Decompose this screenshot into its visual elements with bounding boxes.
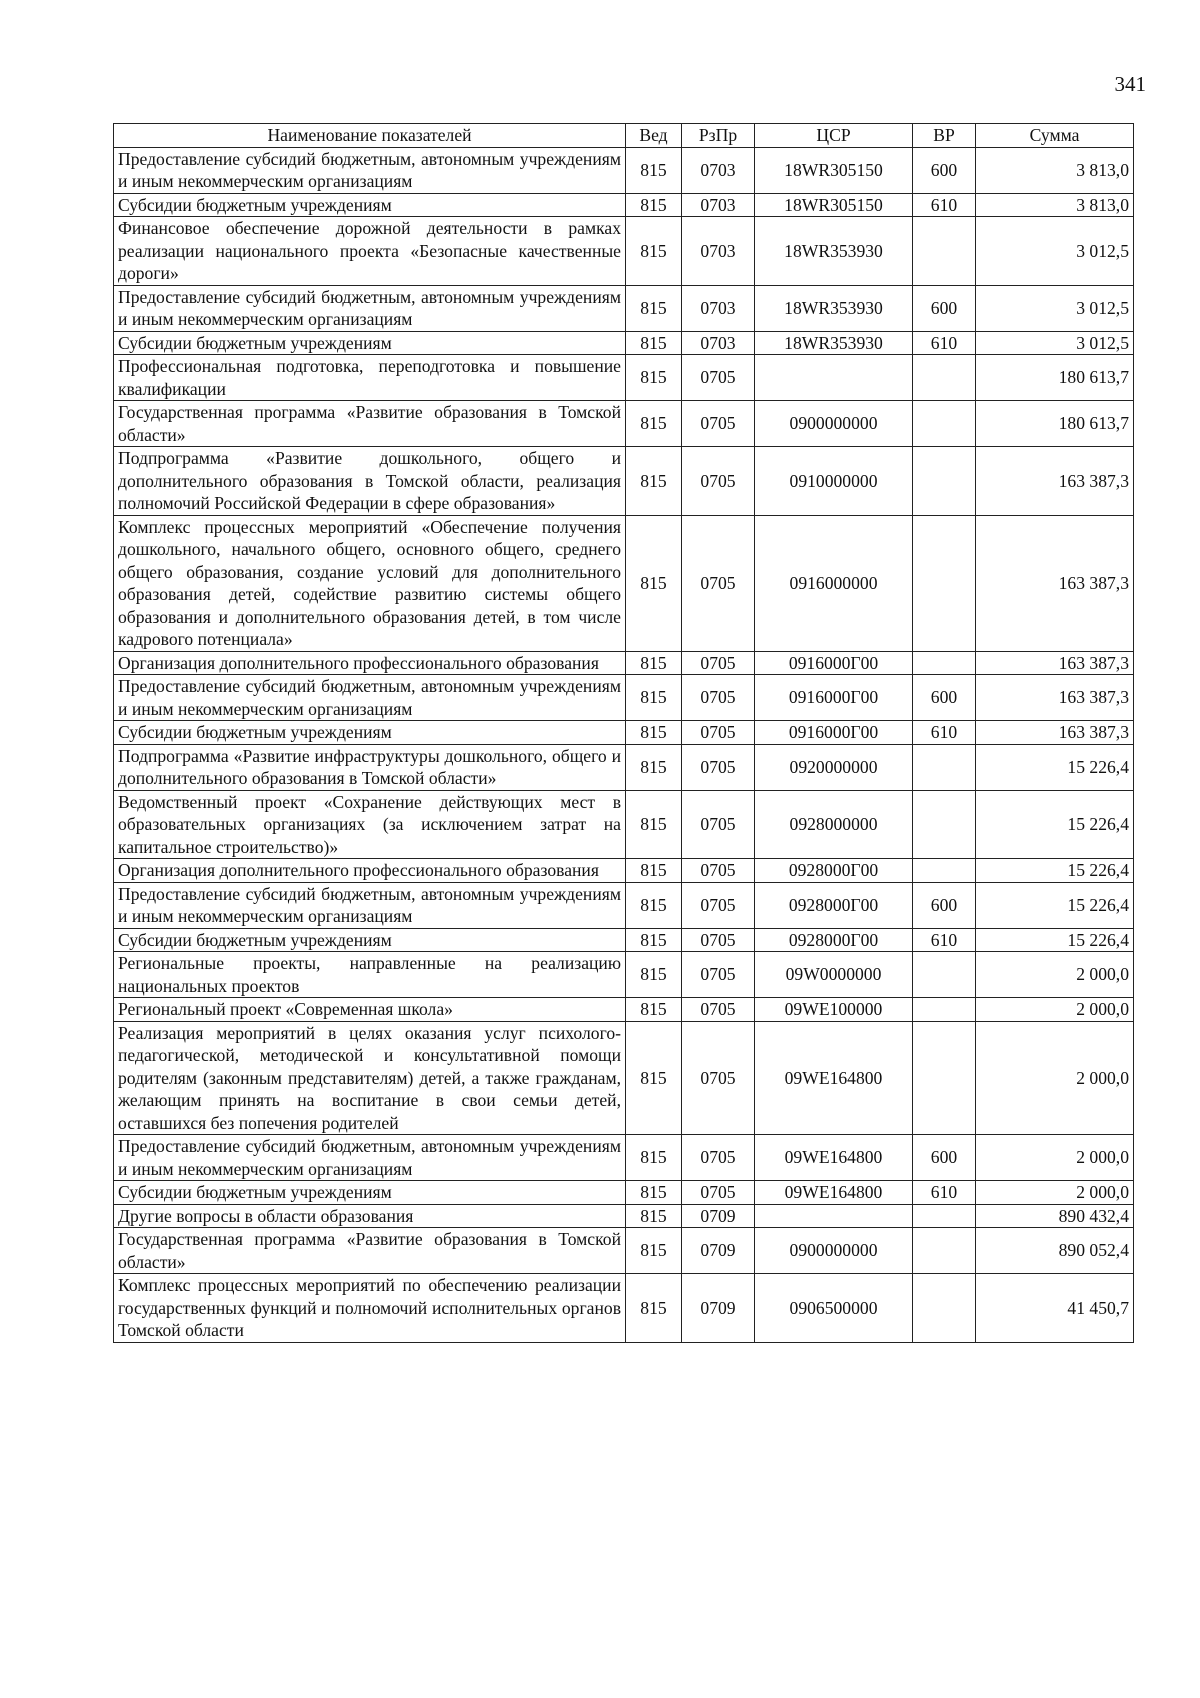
cell-name: Субсидии бюджетным учреждениям bbox=[114, 331, 626, 355]
cell-ved: 815 bbox=[626, 1135, 682, 1181]
table-row bbox=[114, 721, 1134, 745]
cell-name: Субсидии бюджетным учреждениям bbox=[114, 193, 626, 217]
cell-ved: 815 bbox=[626, 1228, 682, 1274]
header-name: Наименование показателей bbox=[114, 124, 626, 148]
table-row bbox=[114, 147, 1134, 193]
table-row bbox=[114, 675, 1134, 721]
cell-rzpr: 0709 bbox=[682, 1204, 755, 1228]
cell-csr: 09WE164800 bbox=[755, 1135, 913, 1181]
cell-rzpr: 0705 bbox=[682, 1181, 755, 1205]
cell-csr: 18WR353930 bbox=[755, 285, 913, 331]
cell-csr: 0900000000 bbox=[755, 1228, 913, 1274]
cell-csr: 0920000000 bbox=[755, 744, 913, 790]
table-header-row bbox=[114, 124, 1134, 148]
cell-vr: 610 bbox=[913, 721, 976, 745]
cell-rzpr: 0705 bbox=[682, 721, 755, 745]
cell-vr bbox=[913, 1021, 976, 1135]
cell-vr: 610 bbox=[913, 1181, 976, 1205]
cell-ved: 815 bbox=[626, 1274, 682, 1343]
cell-csr bbox=[755, 1204, 913, 1228]
cell-name: Профессиональная подготовка, переподготовка и повышение квалификации bbox=[114, 355, 626, 401]
cell-ved: 815 bbox=[626, 675, 682, 721]
cell-ved: 815 bbox=[626, 1021, 682, 1135]
cell-csr: 18WR305150 bbox=[755, 147, 913, 193]
page-number: 341 bbox=[1114, 72, 1146, 96]
cell-name: Субсидии бюджетным учреждениям bbox=[114, 721, 626, 745]
cell-csr: 09WE164800 bbox=[755, 1181, 913, 1205]
cell-sum: 3 012,5 bbox=[976, 285, 1134, 331]
cell-csr: 0916000Г00 bbox=[755, 721, 913, 745]
cell-ved: 815 bbox=[626, 928, 682, 952]
cell-sum: 41 450,7 bbox=[976, 1274, 1134, 1343]
table-row bbox=[114, 859, 1134, 883]
cell-rzpr: 0705 bbox=[682, 1021, 755, 1135]
cell-rzpr: 0703 bbox=[682, 217, 755, 286]
cell-sum: 2 000,0 bbox=[976, 952, 1134, 998]
cell-sum: 2 000,0 bbox=[976, 1135, 1134, 1181]
cell-ved: 815 bbox=[626, 447, 682, 516]
cell-rzpr: 0705 bbox=[682, 447, 755, 516]
budget-table bbox=[113, 123, 1134, 1343]
cell-sum: 3 813,0 bbox=[976, 193, 1134, 217]
cell-sum: 15 226,4 bbox=[976, 928, 1134, 952]
cell-rzpr: 0705 bbox=[682, 952, 755, 998]
cell-sum: 163 387,3 bbox=[976, 447, 1134, 516]
cell-name: Предоставление субсидий бюджетным, автономным учреждениям и иным некоммерческим организациям bbox=[114, 147, 626, 193]
table-body bbox=[114, 147, 1134, 1342]
cell-rzpr: 0703 bbox=[682, 147, 755, 193]
cell-vr bbox=[913, 744, 976, 790]
cell-vr: 600 bbox=[913, 675, 976, 721]
cell-csr: 18WR353930 bbox=[755, 217, 913, 286]
cell-vr bbox=[913, 1274, 976, 1343]
cell-rzpr: 0705 bbox=[682, 790, 755, 859]
cell-ved: 815 bbox=[626, 998, 682, 1022]
cell-ved: 815 bbox=[626, 882, 682, 928]
cell-csr: 0928000Г00 bbox=[755, 882, 913, 928]
cell-ved: 815 bbox=[626, 952, 682, 998]
table-row bbox=[114, 401, 1134, 447]
cell-csr: 18WR305150 bbox=[755, 193, 913, 217]
cell-vr bbox=[913, 217, 976, 286]
cell-vr: 610 bbox=[913, 331, 976, 355]
cell-name: Региональные проекты, направленные на реализацию национальных проектов bbox=[114, 952, 626, 998]
cell-csr: 09WE164800 bbox=[755, 1021, 913, 1135]
table-row bbox=[114, 998, 1134, 1022]
cell-vr bbox=[913, 447, 976, 516]
cell-sum: 3 813,0 bbox=[976, 147, 1134, 193]
cell-ved: 815 bbox=[626, 355, 682, 401]
cell-rzpr: 0703 bbox=[682, 331, 755, 355]
cell-name: Реализация мероприятий в целях оказания услуг психолого-педагогической, методической и консультативной помощи родителям (законным представителям) детей, а также гражданам, желающим принять на воспитание в свои семьи детей, оставшихся без попечения родителей bbox=[114, 1021, 626, 1135]
cell-vr bbox=[913, 790, 976, 859]
cell-csr: 0916000Г00 bbox=[755, 675, 913, 721]
header-csr: ЦСР bbox=[755, 124, 913, 148]
cell-sum: 15 226,4 bbox=[976, 859, 1134, 883]
cell-name: Субсидии бюджетным учреждениям bbox=[114, 928, 626, 952]
table-row bbox=[114, 447, 1134, 516]
cell-csr: 0900000000 bbox=[755, 401, 913, 447]
table-row bbox=[114, 1228, 1134, 1274]
cell-csr: 0928000000 bbox=[755, 790, 913, 859]
cell-vr: 600 bbox=[913, 285, 976, 331]
cell-name: Организация дополнительного профессионального образования bbox=[114, 859, 626, 883]
cell-name: Региональный проект «Современная школа» bbox=[114, 998, 626, 1022]
cell-sum: 2 000,0 bbox=[976, 998, 1134, 1022]
cell-sum: 15 226,4 bbox=[976, 744, 1134, 790]
cell-rzpr: 0705 bbox=[682, 859, 755, 883]
cell-rzpr: 0705 bbox=[682, 882, 755, 928]
cell-name: Ведомственный проект «Сохранение действующих мест в образовательных организациях (за исключением затрат на капитальное строительство)» bbox=[114, 790, 626, 859]
table-row bbox=[114, 1021, 1134, 1135]
header-ved: Вед bbox=[626, 124, 682, 148]
header-sum: Сумма bbox=[976, 124, 1134, 148]
cell-csr: 18WR353930 bbox=[755, 331, 913, 355]
cell-sum: 2 000,0 bbox=[976, 1021, 1134, 1135]
cell-ved: 815 bbox=[626, 401, 682, 447]
cell-sum: 2 000,0 bbox=[976, 1181, 1134, 1205]
cell-csr: 0910000000 bbox=[755, 447, 913, 516]
cell-vr bbox=[913, 651, 976, 675]
cell-sum: 163 387,3 bbox=[976, 515, 1134, 651]
cell-csr: 09WE100000 bbox=[755, 998, 913, 1022]
cell-vr bbox=[913, 1204, 976, 1228]
cell-name: Подпрограмма «Развитие инфраструктуры дошкольного, общего и дополнительного образования в Томской области» bbox=[114, 744, 626, 790]
cell-sum: 890 432,4 bbox=[976, 1204, 1134, 1228]
cell-name: Финансовое обеспечение дорожной деятельности в рамках реализации национального проекта «Безопасные качественные дороги» bbox=[114, 217, 626, 286]
cell-sum: 163 387,3 bbox=[976, 651, 1134, 675]
table-row bbox=[114, 285, 1134, 331]
cell-rzpr: 0703 bbox=[682, 285, 755, 331]
cell-ved: 815 bbox=[626, 790, 682, 859]
table-row bbox=[114, 515, 1134, 651]
table-row bbox=[114, 952, 1134, 998]
cell-sum: 3 012,5 bbox=[976, 331, 1134, 355]
cell-csr bbox=[755, 355, 913, 401]
cell-ved: 815 bbox=[626, 217, 682, 286]
cell-ved: 815 bbox=[626, 859, 682, 883]
cell-ved: 815 bbox=[626, 721, 682, 745]
cell-rzpr: 0705 bbox=[682, 998, 755, 1022]
cell-sum: 163 387,3 bbox=[976, 721, 1134, 745]
cell-rzpr: 0709 bbox=[682, 1274, 755, 1343]
table-row bbox=[114, 882, 1134, 928]
cell-sum: 180 613,7 bbox=[976, 401, 1134, 447]
cell-ved: 815 bbox=[626, 147, 682, 193]
cell-name: Государственная программа «Развитие образования в Томской области» bbox=[114, 1228, 626, 1274]
cell-rzpr: 0705 bbox=[682, 355, 755, 401]
table-row bbox=[114, 193, 1134, 217]
table-row bbox=[114, 1135, 1134, 1181]
cell-ved: 815 bbox=[626, 744, 682, 790]
cell-sum: 3 012,5 bbox=[976, 217, 1134, 286]
cell-vr bbox=[913, 355, 976, 401]
cell-vr bbox=[913, 515, 976, 651]
cell-vr: 610 bbox=[913, 193, 976, 217]
cell-csr: 0906500000 bbox=[755, 1274, 913, 1343]
cell-name: Предоставление субсидий бюджетным, автономным учреждениям и иным некоммерческим организациям bbox=[114, 285, 626, 331]
cell-rzpr: 0705 bbox=[682, 651, 755, 675]
table-row bbox=[114, 355, 1134, 401]
cell-name: Комплекс процессных мероприятий по обеспечению реализации государственных функций и полномочий исполнительных органов Томской области bbox=[114, 1274, 626, 1343]
cell-csr: 0916000000 bbox=[755, 515, 913, 651]
table-row bbox=[114, 790, 1134, 859]
cell-sum: 890 052,4 bbox=[976, 1228, 1134, 1274]
cell-vr bbox=[913, 401, 976, 447]
cell-vr bbox=[913, 859, 976, 883]
cell-name: Комплекс процессных мероприятий «Обеспечение получения дошкольного, начального общего, основного общего, среднего общего образования, создание условий для дополнительного образования детей, содействие развитию системы общего образования и дополнительного образования детей, в том числе кадрового потенциала» bbox=[114, 515, 626, 651]
table-row bbox=[114, 1181, 1134, 1205]
cell-ved: 815 bbox=[626, 651, 682, 675]
cell-ved: 815 bbox=[626, 515, 682, 651]
cell-csr: 0928000Г00 bbox=[755, 928, 913, 952]
table-row bbox=[114, 928, 1134, 952]
cell-name: Предоставление субсидий бюджетным, автономным учреждениям и иным некоммерческим организациям bbox=[114, 1135, 626, 1181]
cell-rzpr: 0705 bbox=[682, 928, 755, 952]
cell-name: Подпрограмма «Развитие дошкольного, общего и дополнительного образования в Томской области, реализация полномочий Российской Федерации в сфере образования» bbox=[114, 447, 626, 516]
cell-ved: 815 bbox=[626, 1181, 682, 1205]
cell-rzpr: 0705 bbox=[682, 515, 755, 651]
cell-name: Субсидии бюджетным учреждениям bbox=[114, 1181, 626, 1205]
table-row bbox=[114, 1204, 1134, 1228]
cell-csr: 0916000Г00 bbox=[755, 651, 913, 675]
cell-name: Предоставление субсидий бюджетным, автономным учреждениям и иным некоммерческим организациям bbox=[114, 675, 626, 721]
cell-vr: 610 bbox=[913, 928, 976, 952]
table-row bbox=[114, 331, 1134, 355]
cell-sum: 15 226,4 bbox=[976, 790, 1134, 859]
cell-ved: 815 bbox=[626, 1204, 682, 1228]
table-row bbox=[114, 1274, 1134, 1343]
cell-ved: 815 bbox=[626, 193, 682, 217]
cell-name: Предоставление субсидий бюджетным, автономным учреждениям и иным некоммерческим организациям bbox=[114, 882, 626, 928]
cell-rzpr: 0705 bbox=[682, 744, 755, 790]
cell-rzpr: 0705 bbox=[682, 675, 755, 721]
cell-vr: 600 bbox=[913, 147, 976, 193]
cell-vr: 600 bbox=[913, 1135, 976, 1181]
cell-sum: 163 387,3 bbox=[976, 675, 1134, 721]
cell-name: Другие вопросы в области образования bbox=[114, 1204, 626, 1228]
cell-csr: 09W0000000 bbox=[755, 952, 913, 998]
cell-name: Организация дополнительного профессионального образования bbox=[114, 651, 626, 675]
cell-rzpr: 0703 bbox=[682, 193, 755, 217]
cell-sum: 180 613,7 bbox=[976, 355, 1134, 401]
cell-vr bbox=[913, 1228, 976, 1274]
table-row bbox=[114, 217, 1134, 286]
cell-name: Государственная программа «Развитие образования в Томской области» bbox=[114, 401, 626, 447]
header-vr: ВР bbox=[913, 124, 976, 148]
cell-ved: 815 bbox=[626, 331, 682, 355]
cell-rzpr: 0705 bbox=[682, 401, 755, 447]
table-row bbox=[114, 651, 1134, 675]
cell-rzpr: 0709 bbox=[682, 1228, 755, 1274]
cell-vr bbox=[913, 952, 976, 998]
header-rzpr: РзПр bbox=[682, 124, 755, 148]
table-row bbox=[114, 744, 1134, 790]
cell-csr: 0928000Г00 bbox=[755, 859, 913, 883]
cell-vr: 600 bbox=[913, 882, 976, 928]
cell-ved: 815 bbox=[626, 285, 682, 331]
cell-sum: 15 226,4 bbox=[976, 882, 1134, 928]
cell-rzpr: 0705 bbox=[682, 1135, 755, 1181]
cell-vr bbox=[913, 998, 976, 1022]
